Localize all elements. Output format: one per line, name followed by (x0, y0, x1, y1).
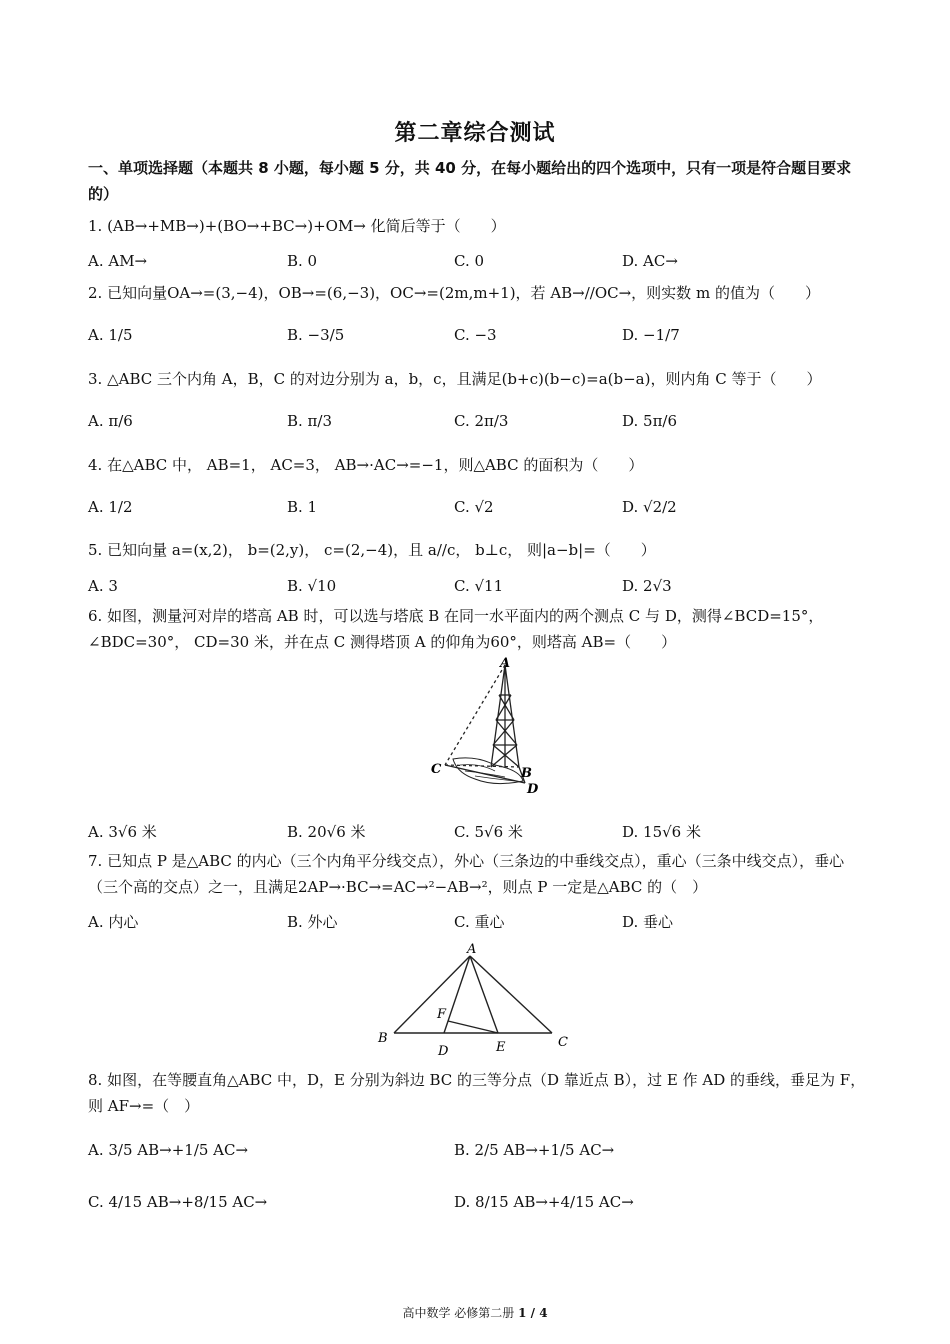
tri-label-e: E (496, 1040, 506, 1055)
question-5: 5. 已知向量 a=(x,2)， b=(2,y)， c=(2,−4)，且 a//c， b⊥c， 则|a−b|=（ ） (88, 541, 656, 559)
tri-label-f: F (437, 1007, 447, 1022)
tri-label-a: A (467, 942, 477, 957)
q5-option-b: B. √10 (287, 577, 337, 595)
q4-option-c: C. √2 (454, 498, 494, 516)
tower-figure (425, 655, 555, 800)
q3-option-b: B. π/3 (287, 412, 333, 430)
q7-option-c: C. 重心 (454, 913, 505, 931)
q2-option-c: C. −3 (454, 326, 497, 344)
q7-option-d: D. 垂心 (622, 913, 674, 931)
q2-option-a: A. 1/5 (88, 326, 133, 344)
tower-label-d: D (527, 782, 539, 797)
q1-option-a: A. AM→ (88, 252, 148, 270)
q8-option-d: D. 8/15 AB→+4/15 AC→ (454, 1193, 634, 1211)
tower-label-a: A (500, 656, 511, 671)
question-7: 7. 已知点 P 是△ABC 的内心（三个内角平分线交点），外心（三条边的中垂线交点），重心（三条中线交点），垂心（三个高的交点）之一，且满足2AP→·BC→=AC→²−AB→²，则点 P 一定是△ABC 的（ ） (88, 852, 845, 896)
question-6: 6. 如图，测量河对岸的塔高 AB 时，可以选与塔底 B 在同一水平面内的两个测点 C 与 D，测得∠BCD=15°，∠BDC=30°， CD=30 米，并在点 C 测得塔顶 A 的仰角为60°，则塔高 AB=（ ） (88, 607, 824, 651)
page-footer (0, 1304, 950, 1321)
q7-option-b: B. 外心 (287, 913, 338, 931)
q8-option-b: B. 2/5 AB→+1/5 AC→ (454, 1141, 615, 1159)
q7-option-a: A. 内心 (88, 913, 139, 931)
q5-option-d: D. 2√3 (622, 577, 672, 595)
q6-option-d: D. 15√6 米 (622, 823, 701, 841)
q6-option-a: A. 3√6 米 (88, 823, 157, 841)
question-4: 4. 在△ABC 中， AB=1， AC=3， AB→·AC→=−1，则△ABC 的面积为（ ） (88, 456, 644, 474)
tri-label-b: B (378, 1031, 388, 1046)
tri-label-d: D (438, 1044, 449, 1059)
question-8: 8. 如图，在等腰直角△ABC 中，D，E 分别为斜边 BC 的三等分点（D 靠近点 B），过 E 作 AD 的垂线，垂足为 F，则 AF→=（ ） (88, 1071, 866, 1115)
footer-page-number: 1 / 4 (518, 1306, 548, 1320)
q1-option-b: B. 0 (287, 252, 318, 270)
q4-option-a: A. 1/2 (88, 498, 133, 516)
footer-subject: 高中数学 必修第二册 (402, 1306, 515, 1320)
q8-option-c: C. 4/15 AB→+8/15 AC→ (88, 1193, 268, 1211)
page-title: 第二章综合测试 (394, 121, 556, 146)
q4-option-d: D. √2/2 (622, 498, 677, 516)
tri-label-c: C (558, 1035, 568, 1050)
q1-option-c: C. 0 (454, 252, 485, 270)
q2-option-d: D. −1/7 (622, 326, 680, 344)
question-2: 2. 已知向量OA→=(3,−4)，OB→=(6,−3)，OC→=(2m,m+1)，若 AB→//OC→，则实数 m 的值为（ ） (88, 284, 820, 302)
tower-label-c: C (431, 762, 442, 777)
q1-option-d: D. AC→ (622, 252, 678, 270)
q5-option-c: C. √11 (454, 577, 504, 595)
question-1: 1. (AB→+MB→)+(BO→+BC→)+OM→ 化简后等于（ ） (88, 217, 506, 235)
question-3: 3. △ABC 三个内角 A，B，C 的对边分别为 a，b，c，且满足(b+c)(b−c)=a(b−a)，则内角 C 等于（ ） (88, 370, 822, 388)
q3-option-c: C. 2π/3 (454, 412, 509, 430)
q3-option-d: D. 5π/6 (622, 412, 678, 430)
q6-option-c: C. 5√6 米 (454, 823, 523, 841)
q6-option-b: B. 20√6 米 (287, 823, 366, 841)
q2-option-b: B. −3/5 (287, 326, 345, 344)
tower-label-b: B (521, 766, 532, 781)
q3-option-a: A. π/6 (88, 412, 133, 430)
triangle-figure (372, 938, 578, 1060)
q8-option-a: A. 3/5 AB→+1/5 AC→ (88, 1141, 249, 1159)
q4-option-b: B. 1 (287, 498, 318, 516)
section-heading: 一、单项选择题（本题共 8 小题，每小题 5 分，共 40 分，在每小题给出的四个选项中，只有一项是符合题目要求的） (88, 159, 852, 203)
q5-option-a: A. 3 (88, 577, 118, 595)
